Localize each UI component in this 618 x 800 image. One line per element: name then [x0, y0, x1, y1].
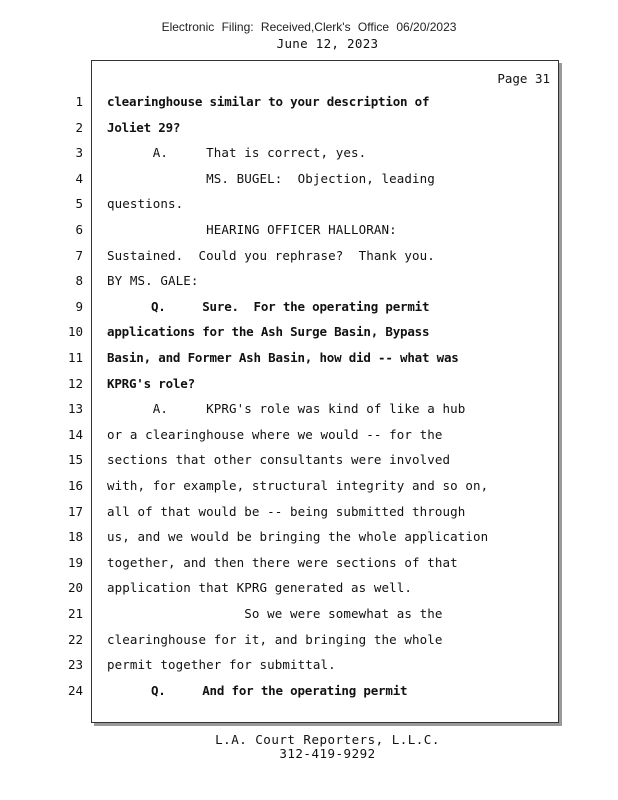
line-number: 4: [75, 170, 83, 186]
transcript-line: with, for example, structural integrity and so on,: [107, 478, 489, 493]
transcript-line: us, and we would be bringing the whole application: [107, 529, 489, 545]
line-number: 24: [67, 682, 83, 698]
transcript-line: Q. Sure. For the operating permit: [107, 298, 430, 314]
line-number: 23: [67, 657, 83, 673]
filing-stamp: Electronic Filing: Received,Clerk's Office 06/20/2023: [161, 20, 457, 34]
line-number: 11: [67, 350, 83, 365]
transcript-line: questions.: [107, 196, 184, 212]
transcript-line: BY MS. GALE:: [107, 273, 199, 289]
transcript-line: clearinghouse for it, and bringing the whole: [107, 631, 443, 647]
line-number: 19: [67, 554, 83, 570]
line-number: 10: [67, 324, 83, 340]
transcript-line: Joliet 29?: [107, 119, 181, 135]
transcript-line: clearinghouse similar to your description of: [107, 94, 430, 109]
line-number: 21: [67, 606, 83, 621]
transcript-line: Sustained. Could you rephrase? Thank you.: [107, 247, 435, 263]
line-number: 5: [75, 196, 83, 212]
line-number: 1: [75, 94, 83, 109]
transcript-line: all of that would be -- being submitted through: [107, 503, 466, 519]
transcript-line: permit together for submittal.: [107, 657, 336, 673]
line-number: 15: [67, 452, 83, 468]
transcript-line: Basin, and Former Ash Basin, how did -- what was: [107, 350, 459, 365]
line-number: 14: [67, 426, 83, 442]
transcript-line: applications for the Ash Surge Basin, Bypass: [107, 324, 430, 340]
line-number: 18: [67, 529, 83, 545]
line-number: 6: [75, 222, 83, 237]
line-number: 22: [67, 631, 83, 647]
transcript-line: or a clearinghouse where we would -- for the: [107, 426, 443, 442]
line-number: 12: [67, 375, 83, 391]
line-number: 9: [75, 298, 83, 314]
reporter-company: L.A. Court Reporters, L.L.C.: [215, 732, 440, 747]
transcript-line: application that KPRG generated as well.: [107, 580, 413, 596]
line-number: 16: [67, 478, 83, 493]
transcript-line: So we were somewhat as the: [107, 606, 443, 621]
transcript-line: together, and then there were sections of that: [107, 554, 458, 570]
line-number: 20: [67, 580, 83, 596]
transcript-line: sections that other consultants were involved: [107, 452, 451, 468]
transcript-line: A. That is correct, yes.: [107, 145, 367, 161]
reporter-phone: 312-419-9292: [279, 746, 376, 761]
page-number: Page 31: [497, 71, 550, 86]
line-number: 3: [75, 145, 83, 161]
line-number: 7: [75, 247, 83, 263]
line-number: 13: [67, 401, 83, 417]
transcript-line: KPRG's role?: [107, 375, 195, 391]
line-number: 2: [75, 119, 83, 135]
line-number: 17: [67, 503, 83, 519]
transcript-line: MS. BUGEL: Objection, leading: [107, 170, 435, 186]
line-number: 8: [75, 273, 83, 289]
transcript-date: June 12, 2023: [276, 36, 379, 51]
transcript-line: A. KPRG's role was kind of like a hub: [107, 401, 466, 417]
transcript-line: HEARING OFFICER HALLORAN:: [107, 222, 397, 237]
transcript-line: Q. And for the operating permit: [107, 682, 408, 698]
